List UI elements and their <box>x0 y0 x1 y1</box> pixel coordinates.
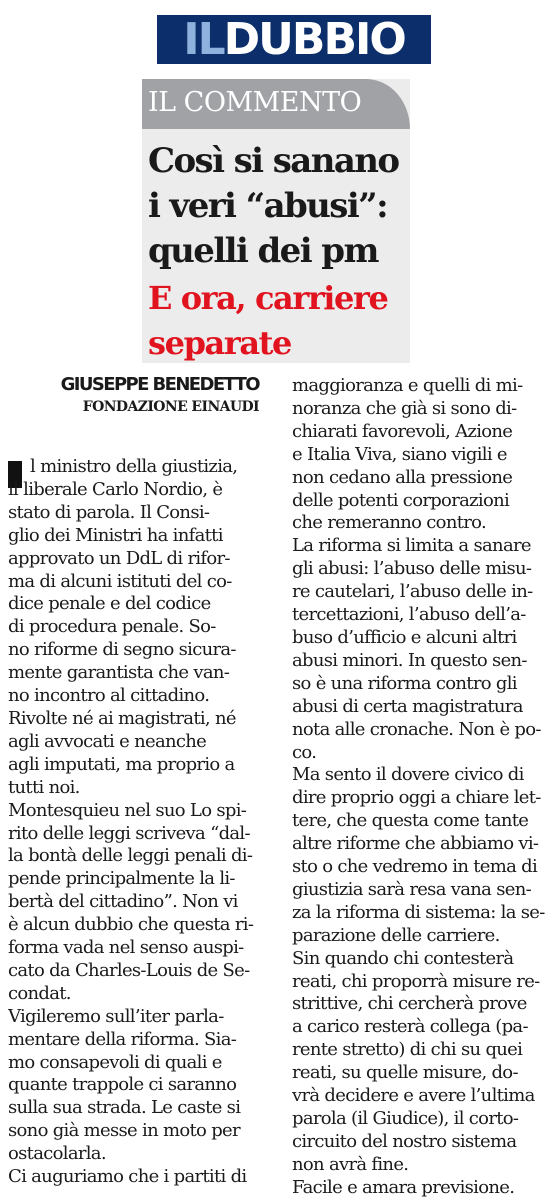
body-text-line: la bontà delle leggi penali di- <box>8 845 253 867</box>
body-text-line: quante trappole ci saranno <box>8 1074 237 1096</box>
body-text-line: buso d’ufficio e alcuni altri <box>292 626 517 648</box>
body-text-line: sto o che vedremo in tema di <box>292 856 538 878</box>
body-text-line: Rivolte né ai magistrati, né <box>8 707 236 729</box>
body-text-line: nota alle cronache. Non è po- <box>292 718 541 740</box>
body-text-line: chiarati favorevoli, Azione <box>292 420 513 442</box>
body-text-line: abusi di certa magistratura <box>292 695 523 717</box>
body-text-line: so è una riforma contro gli <box>292 672 517 694</box>
body-text-line: a carico resterà collega (pa- <box>292 1016 528 1038</box>
body-text-line: tercettazioni, l’abuso dell’a- <box>292 604 526 626</box>
body-text-line: forma vada nel senso auspi- <box>8 937 244 959</box>
body-text-line: dire proprio oggi a chiare let- <box>292 787 541 809</box>
body-text-line: glio dei Ministri ha infatti <box>8 524 223 546</box>
headline-box <box>142 79 410 363</box>
body-text-line: e Italia Viva, siano vigili e <box>292 443 507 465</box>
masthead-il: IL <box>183 13 224 65</box>
body-text-line: Sin quando chi contesterà <box>292 947 514 969</box>
body-text-line: no riforme di segno sicura- <box>8 639 236 661</box>
masthead-name: DUBBIO <box>223 13 405 65</box>
body-text-line: bertà del cittadino”. Non vi <box>8 891 238 913</box>
body-text-line: abusi minori. In questo sen- <box>292 649 527 671</box>
body-text-line: condat. <box>8 982 71 1004</box>
body-text-line: sulla sua strada. Le caste si <box>8 1097 241 1119</box>
body-text-line: il liberale Carlo Nordio, è <box>8 478 223 500</box>
body-text-line: za la riforma di sistema: la se- <box>292 901 545 923</box>
body-text-line: vrà decidere e avere l’ultima <box>292 1085 535 1107</box>
body-text-line: l ministro della giustizia, <box>30 456 238 477</box>
body-text-line: dice penale e del codice <box>8 593 211 615</box>
body-text-line: è alcun dubbio che questa ri- <box>8 914 254 936</box>
headline-subtitle-line: separate <box>148 324 292 362</box>
body-text-line: ma di alcuni istituti del co- <box>8 570 232 592</box>
headline-subtitle-line: E ora, carriere <box>148 279 388 317</box>
body-text-line: altre riforme che abbiamo vi- <box>292 833 539 855</box>
body-text-line: rente stretto) di chi su quei <box>292 1039 523 1061</box>
headline-title-line: quelli dei pm <box>148 231 378 271</box>
headline-title-line: i veri “abusi”: <box>148 186 388 226</box>
body-text-line: no incontro al cittadino. <box>8 685 210 707</box>
byline-organization: FONDAZIONE EINAUDI <box>82 399 259 415</box>
body-text-line: agli avvocati e neanche <box>8 730 207 752</box>
section-label: IL COMMENTO <box>148 87 362 118</box>
body-column-right <box>292 375 547 1200</box>
body-text-line: reati, su quelle misure, do- <box>292 1062 518 1084</box>
body-text-line: giustizia sarà resa vana sen- <box>292 878 531 900</box>
masthead-logo <box>157 15 431 64</box>
headline-title <box>148 139 410 274</box>
body-text-line: La riforma si limita a sanare <box>292 535 531 557</box>
body-text-line: rito delle leggi scriveva “dal- <box>8 822 250 844</box>
body-text-line: approvato un DdL di rifor- <box>8 547 230 569</box>
body-text-line: mentare della riforma. Sia- <box>8 1028 237 1050</box>
body-text-line: Montesquieu nel suo Lo spi- <box>8 799 247 821</box>
body-text-line: cato da Charles-Louis de Se- <box>8 959 250 981</box>
body-text-line: pende principalmente la li- <box>8 868 235 890</box>
body-text-line: noranza che già si sono di- <box>292 397 517 419</box>
body-column-left <box>8 456 273 1189</box>
body-text-line: gli abusi: l’abuso delle misu- <box>292 558 532 580</box>
body-text-line: parazione delle carriere. <box>292 924 500 946</box>
body-text-line: parola (il Giudice), il corto- <box>292 1108 519 1129</box>
body-text-line: co. <box>292 741 317 763</box>
body-text-line: di procedura penale. So- <box>8 616 216 638</box>
headline-subtitle <box>148 276 410 363</box>
body-text-line: Facile e amara previsione. <box>292 1176 515 1198</box>
body-text-line: tere, che questa come tante <box>292 810 529 832</box>
body-text-line: ostacolarla. <box>8 1143 106 1165</box>
body-text-line: re cautelari, l’abuso delle in- <box>292 581 533 603</box>
body-text-line: agli imputati, ma proprio a <box>8 753 235 775</box>
body-text-line: mente garantista che van- <box>8 662 230 684</box>
body-text-line: reati, chi proporrà misure re- <box>292 970 540 992</box>
body-text-line: Ma sento il dovere civico di <box>292 764 524 786</box>
body-text-line: delle potenti corporazioni <box>292 489 510 511</box>
body-text-line: mo consapevoli di quali e <box>8 1051 222 1073</box>
body-text-line: stato di parola. Il Consi- <box>8 501 210 523</box>
body-text-line: Vigileremo sull’iter parla- <box>8 1005 224 1027</box>
body-text-line: Ci auguriamo che i partiti di <box>8 1166 247 1188</box>
body-text-line: non cedano alla pressione <box>292 466 513 488</box>
section-tab <box>142 79 410 129</box>
byline-author: GIUSEPPE BENEDETTO <box>60 374 259 395</box>
body-text-line: che remeranno contro. <box>292 512 486 534</box>
headline-title-line: Così si sanano <box>148 141 399 181</box>
body-text-line: tutti noi. <box>8 776 80 798</box>
body-text-line: strittive, chi cercherà prove <box>292 993 527 1015</box>
body-text-line: maggioranza e quelli di mi- <box>292 375 523 396</box>
body-text-line: non avrà fine. <box>292 1153 409 1175</box>
body-text-line: sono già messe in moto per <box>8 1120 240 1142</box>
body-text-line: circuito del nostro sistema <box>292 1130 517 1152</box>
